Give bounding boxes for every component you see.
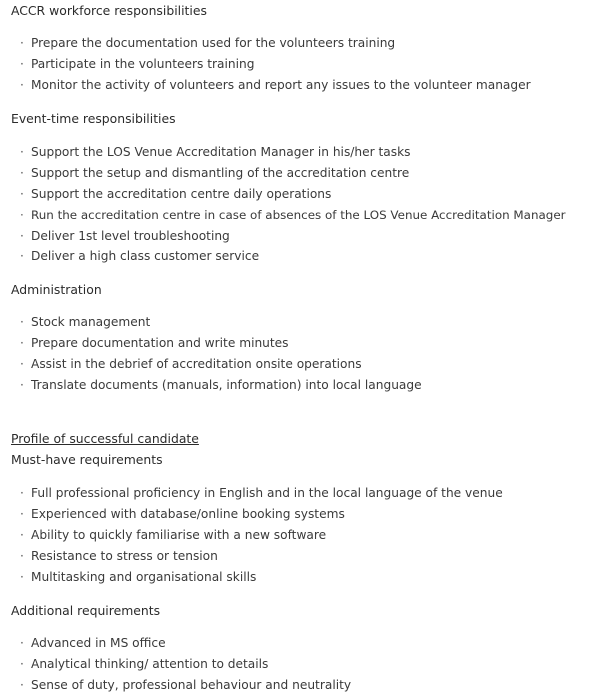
bullet: · — [20, 249, 24, 263]
bullet: · — [20, 208, 24, 222]
list-item — [20, 636, 166, 650]
section-heading-administration: Administration — [11, 282, 102, 297]
bullet: · — [20, 528, 24, 542]
list-item-text: Deliver 1st level troubleshooting — [31, 229, 230, 243]
list-item — [20, 549, 218, 563]
list-item — [20, 357, 362, 371]
list-item-text: Experienced with database/online booking systems — [31, 507, 345, 521]
list-item — [20, 486, 503, 500]
list-item — [20, 229, 230, 243]
bullet: · — [20, 145, 24, 159]
list-item-text: Ability to quickly familiarise with a new software — [31, 528, 327, 542]
bullet: · — [20, 357, 24, 371]
list-item-text: Deliver a high class customer service — [31, 249, 260, 263]
bullet: · — [20, 57, 24, 71]
profile-title: Profile of successful candidate — [11, 431, 199, 446]
bullet: · — [20, 336, 24, 350]
bullet: · — [20, 229, 24, 243]
section-heading-additional: Additional requirements — [11, 603, 161, 618]
section-heading-event-time: Event-time responsibilities — [11, 111, 176, 126]
list-item — [20, 36, 395, 50]
list-item-text: Support the LOS Venue Accreditation Manager in his/her tasks — [31, 145, 411, 159]
list-item — [20, 57, 254, 71]
list-item — [20, 315, 150, 329]
list-item — [20, 336, 289, 350]
list-item-text: Analytical thinking/ attention to details — [31, 657, 269, 671]
list-item — [20, 570, 256, 584]
list-item-text: Prepare documentation and write minutes — [31, 336, 289, 350]
bullet: · — [20, 187, 24, 201]
list-item — [20, 249, 259, 263]
list-item-text: Sense of duty, professional behaviour and neutrality — [31, 678, 352, 692]
list-item-text: Support the setup and dismantling of the accreditation centre — [31, 166, 410, 180]
list-item-text: Multitasking and organisational skills — [31, 570, 257, 584]
bullet: · — [20, 549, 24, 563]
list-item-text: Resistance to stress or tension — [31, 549, 218, 563]
list-item — [20, 166, 409, 180]
bullet: · — [20, 678, 24, 692]
bullet: · — [20, 378, 24, 392]
section-heading-must-have: Must-have requirements — [11, 452, 163, 467]
list-item — [20, 507, 345, 521]
list-item — [20, 187, 331, 201]
section-heading-accr-workforce: ACCR workforce responsibilities — [11, 3, 207, 18]
bullet: · — [20, 166, 24, 180]
list-item-text: Prepare the documentation used for the volunteers training — [31, 36, 396, 50]
list-item-text: Participate in the volunteers training — [31, 57, 255, 71]
list-item-text: Full professional proficiency in English and in the local language of the venue — [31, 486, 503, 500]
bullet: · — [20, 507, 24, 521]
list-item — [20, 78, 531, 92]
list-item-text: Assist in the debrief of accreditation onsite operations — [31, 357, 362, 371]
list-item-text: Advanced in MS office — [31, 636, 166, 650]
list-item-text: Monitor the activity of volunteers and report any issues to the volunteer manager — [31, 78, 531, 92]
bullet: · — [20, 78, 24, 92]
bullet: · — [20, 570, 24, 584]
list-item-text: Translate documents (manuals, information) into local language — [31, 378, 422, 392]
bullet: · — [20, 315, 24, 329]
list-item — [20, 678, 351, 692]
bullet: · — [20, 657, 24, 671]
list-item — [20, 528, 326, 542]
list-item — [20, 657, 268, 671]
list-item — [20, 208, 566, 222]
list-item-text: Support the accreditation centre daily operations — [31, 187, 332, 201]
bullet: · — [20, 636, 24, 650]
bullet: · — [20, 486, 24, 500]
list-item — [20, 145, 411, 159]
list-item — [20, 378, 422, 392]
bullet: · — [20, 36, 24, 50]
list-item-text: Run the accreditation centre in case of absences of the LOS Venue Accreditation Manager — [31, 208, 566, 222]
list-item-text: Stock management — [31, 315, 151, 329]
